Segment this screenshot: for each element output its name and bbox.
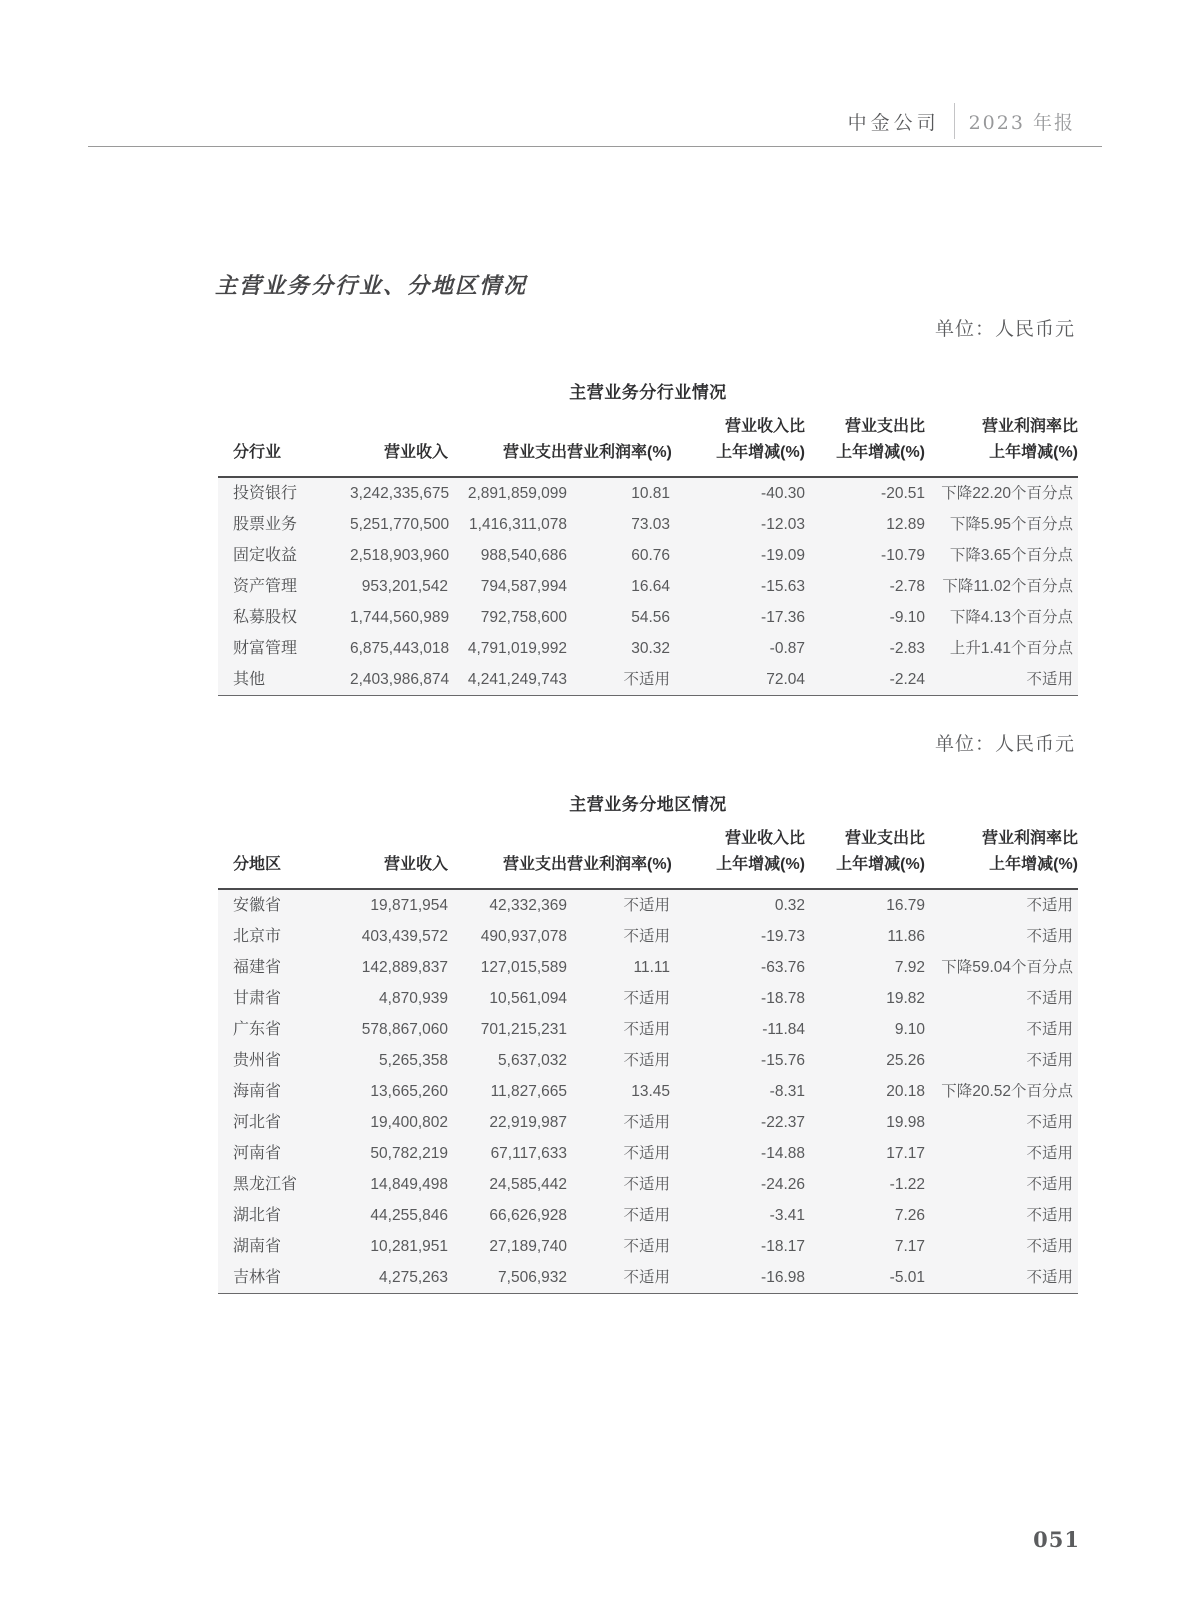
cell-value: 403,439,572	[361, 928, 448, 945]
cell-value: 5,265,358	[379, 1052, 448, 1069]
cell-value: 50,782,219	[370, 1145, 448, 1162]
section-title: 主营业务分行业、分地区情况	[215, 273, 528, 299]
cell-value: 10,561,094	[489, 990, 567, 1007]
row-label: 河北省	[233, 1114, 282, 1131]
cell-value: 16.79	[886, 897, 925, 914]
cell-value: 19.82	[886, 990, 925, 1007]
cell-value: -40.30	[761, 485, 805, 502]
cell-value: 不适用	[623, 897, 670, 914]
cell-value: 不适用	[1026, 1114, 1073, 1131]
table-row	[218, 1169, 1078, 1200]
cell-value: 下降59.04个百分点	[941, 959, 1073, 976]
cell-value: -10.79	[881, 547, 925, 564]
industry-table	[218, 414, 1078, 696]
region-table-body	[218, 889, 1078, 1294]
unit-label-1: 单位：人民币元	[934, 319, 1075, 340]
table-row	[218, 540, 1078, 571]
cell-value: 不适用	[623, 928, 670, 945]
cell-value: 14,849,498	[370, 1176, 448, 1193]
cell-value: 19.98	[886, 1114, 925, 1131]
cell-value: -14.88	[761, 1145, 805, 1162]
table-row	[218, 921, 1078, 952]
cell-value: 490,937,078	[480, 928, 567, 945]
cell-value: 不适用	[1026, 1269, 1073, 1286]
table-row	[218, 952, 1078, 983]
col-header-revenue: 营业收入	[383, 856, 448, 873]
cell-value: -18.78	[761, 990, 805, 1007]
table-row	[218, 983, 1078, 1014]
cell-value: 10,281,951	[370, 1238, 448, 1255]
cell-value: 11,827,665	[490, 1083, 567, 1100]
table-row	[218, 477, 1078, 509]
cell-value: 20.18	[886, 1083, 925, 1100]
cell-value: 下降11.02个百分点	[942, 578, 1073, 595]
cell-value: -12.03	[761, 516, 805, 533]
cell-value: 不适用	[623, 1269, 670, 1286]
table-row	[218, 1076, 1078, 1107]
row-label: 固定收益	[233, 547, 298, 564]
cell-value: 13.45	[631, 1083, 670, 1100]
table-row	[218, 1231, 1078, 1262]
cell-value: 54.56	[631, 609, 670, 626]
cell-value: 11.11	[633, 959, 670, 976]
region-table-header-row	[218, 826, 1078, 889]
cell-value: 不适用	[1026, 928, 1073, 945]
cell-value: 19,871,954	[370, 897, 448, 914]
cell-value: 66,626,928	[489, 1207, 567, 1224]
col-header-category: 分地区	[233, 856, 282, 873]
table-row	[218, 1262, 1078, 1294]
col-header-margin: 营业利润率(%)	[567, 444, 672, 461]
cell-value: 不适用	[1026, 1145, 1073, 1162]
row-label: 私募股权	[233, 609, 298, 626]
cell-value: -19.73	[761, 928, 805, 945]
cell-value: 794,587,994	[480, 578, 567, 595]
row-label: 湖北省	[233, 1207, 282, 1224]
cell-value: 19,400,802	[370, 1114, 448, 1131]
table-row	[218, 1045, 1078, 1076]
cell-value: -0.87	[769, 640, 805, 657]
cell-value: 不适用	[1026, 1052, 1073, 1069]
cell-value: 不适用	[623, 1176, 670, 1193]
cell-value: 12.89	[886, 516, 925, 533]
cell-value: 下降20.52个百分点	[941, 1083, 1073, 1100]
cell-value: -9.10	[889, 609, 925, 626]
row-label: 海南省	[233, 1083, 282, 1100]
cell-value: -20.51	[881, 485, 925, 502]
cell-value: 不适用	[623, 1238, 670, 1255]
cell-value: 67,117,633	[490, 1145, 567, 1162]
cell-value: 1,744,560,989	[350, 609, 450, 626]
cell-value: 24,585,442	[489, 1176, 567, 1193]
row-label: 其他	[233, 671, 266, 688]
cell-value: 13,665,260	[370, 1083, 448, 1100]
cell-value: 792,758,600	[480, 609, 567, 626]
table-row	[218, 1138, 1078, 1169]
col-header-cost-yoy: 营业支出比 上年增减(%)	[836, 418, 925, 461]
cell-value: 4,791,019,992	[467, 640, 567, 657]
col-header-margin: 营业利润率(%)	[567, 856, 672, 873]
col-header-cost: 营业支出	[502, 856, 567, 873]
table-row	[218, 1014, 1078, 1045]
page-header	[848, 103, 1075, 139]
col-header-category: 分行业	[233, 444, 282, 461]
row-label: 湖南省	[233, 1238, 282, 1255]
row-label: 福建省	[233, 959, 282, 976]
cell-value: 73.03	[631, 516, 670, 533]
cell-value: 下降5.95个百分点	[949, 516, 1073, 533]
table-row	[218, 1200, 1078, 1231]
cell-value: 127,015,589	[480, 959, 567, 976]
cell-value: 578,867,060	[361, 1021, 448, 1038]
cell-value: 下降22.20个百分点	[941, 485, 1073, 502]
cell-value: -19.09	[761, 547, 805, 564]
cell-value: 2,403,986,874	[350, 671, 450, 688]
cell-value: 1,416,311,078	[469, 516, 567, 533]
cell-value: 不适用	[623, 1145, 670, 1162]
cell-value: -24.26	[761, 1176, 805, 1193]
cell-value: -1.22	[889, 1176, 925, 1193]
cell-value: 42,332,369	[489, 897, 567, 914]
row-label: 北京市	[233, 928, 282, 945]
cell-value: 142,889,837	[361, 959, 448, 976]
industry-table-header-row	[218, 414, 1078, 477]
col-header-revenue-yoy: 营业收入比 上年增减(%)	[716, 830, 805, 873]
row-label: 贵州省	[233, 1052, 282, 1069]
company-name: 中金公司	[847, 111, 940, 134]
cell-value: -11.84	[762, 1021, 805, 1038]
cell-value: 2,518,903,960	[350, 547, 450, 564]
table-row	[218, 1107, 1078, 1138]
table-row	[218, 664, 1078, 696]
row-label: 甘肃省	[233, 990, 282, 1007]
cell-value: 953,201,542	[361, 578, 448, 595]
cell-value: 11.86	[887, 928, 925, 945]
cell-value: 不适用	[1026, 671, 1073, 688]
cell-value: 4,241,249,743	[467, 671, 567, 688]
cell-value: -18.17	[761, 1238, 805, 1255]
row-label: 投资银行	[233, 485, 298, 502]
row-label: 财富管理	[233, 640, 298, 657]
cell-value: 不适用	[623, 1021, 670, 1038]
cell-value: 25.26	[886, 1052, 925, 1069]
cell-value: 10.81	[631, 485, 670, 502]
cell-value: -16.98	[761, 1269, 805, 1286]
cell-value: 701,215,231	[480, 1021, 567, 1038]
col-header-margin-yoy: 营业利润率比 上年增减(%)	[981, 418, 1078, 461]
cell-value: 不适用	[623, 1052, 670, 1069]
cell-value: 30.32	[631, 640, 670, 657]
cell-value: 988,540,686	[480, 547, 567, 564]
table-row	[218, 889, 1078, 921]
cell-value: 44,255,846	[370, 1207, 448, 1224]
header-rule	[88, 146, 1102, 147]
cell-value: 60.76	[631, 547, 670, 564]
cell-value: 不适用	[1026, 1176, 1073, 1193]
cell-value: 不适用	[623, 1207, 670, 1224]
cell-value: 不适用	[1026, 897, 1073, 914]
region-table-title: 主营业务分地区情况	[569, 795, 727, 814]
cell-value: 下降4.13个百分点	[949, 609, 1073, 626]
row-label: 河南省	[233, 1145, 282, 1162]
unit-label-2: 单位：人民币元	[934, 734, 1075, 755]
cell-value: 上升1.41个百分点	[949, 640, 1073, 657]
cell-value: 7.17	[894, 1238, 925, 1255]
col-header-margin-yoy: 营业利润率比 上年增减(%)	[981, 830, 1078, 873]
cell-value: 9.10	[894, 1021, 925, 1038]
cell-value: 2,891,859,099	[467, 485, 567, 502]
report-year: 2023 年报	[968, 111, 1075, 134]
cell-value: 22,919,987	[489, 1114, 567, 1131]
table-row	[218, 633, 1078, 664]
industry-table-section	[218, 378, 1078, 696]
table-row	[218, 509, 1078, 540]
cell-value: 不适用	[623, 1114, 670, 1131]
cell-value: 不适用	[1026, 990, 1073, 1007]
industry-table-title: 主营业务分行业情况	[569, 383, 727, 402]
industry-table-body	[218, 477, 1078, 696]
col-header-revenue: 营业收入	[383, 444, 448, 461]
cell-value: 7.26	[894, 1207, 925, 1224]
cell-value: 下降3.65个百分点	[949, 547, 1073, 564]
cell-value: 72.04	[766, 671, 805, 688]
col-header-cost-yoy: 营业支出比 上年增减(%)	[836, 830, 925, 873]
row-label: 广东省	[233, 1021, 282, 1038]
row-label: 股票业务	[233, 516, 298, 533]
cell-value: -2.83	[889, 640, 925, 657]
page-number: 051	[1033, 1527, 1080, 1552]
table-row	[218, 571, 1078, 602]
header-divider	[954, 103, 955, 139]
cell-value: 不适用	[1026, 1238, 1073, 1255]
row-label: 黑龙江省	[233, 1176, 298, 1193]
cell-value: 6,875,443,018	[350, 640, 450, 657]
cell-value: -15.63	[761, 578, 805, 595]
cell-value: -2.24	[889, 671, 925, 688]
cell-value: -15.76	[761, 1052, 805, 1069]
row-label: 安徽省	[233, 897, 282, 914]
cell-value: 不适用	[1026, 1021, 1073, 1038]
cell-value: -5.01	[889, 1269, 925, 1286]
cell-value: 16.64	[631, 578, 670, 595]
cell-value: 不适用	[623, 671, 670, 688]
cell-value: 3,242,335,675	[350, 485, 450, 502]
cell-value: 0.32	[774, 897, 805, 914]
cell-value: -2.78	[889, 578, 925, 595]
cell-value: 27,189,740	[489, 1238, 567, 1255]
cell-value: -63.76	[761, 959, 805, 976]
cell-value: 5,637,032	[498, 1052, 567, 1069]
row-label: 资产管理	[233, 578, 298, 595]
cell-value: -22.37	[761, 1114, 805, 1131]
cell-value: 不适用	[1026, 1207, 1073, 1224]
region-table	[218, 826, 1078, 1294]
region-table-section	[218, 790, 1078, 1294]
row-label: 吉林省	[233, 1269, 282, 1286]
table-row	[218, 602, 1078, 633]
cell-value: -17.36	[761, 609, 805, 626]
cell-value: -8.31	[769, 1083, 805, 1100]
col-header-revenue-yoy: 营业收入比 上年增减(%)	[716, 418, 805, 461]
cell-value: 7,506,932	[498, 1269, 567, 1286]
cell-value: 5,251,770,500	[350, 516, 450, 533]
cell-value: 17.17	[886, 1145, 925, 1162]
col-header-cost: 营业支出	[502, 444, 567, 461]
cell-value: 4,275,263	[379, 1269, 448, 1286]
cell-value: 7.92	[894, 959, 925, 976]
cell-value: 不适用	[623, 990, 670, 1007]
cell-value: 4,870,939	[379, 990, 448, 1007]
cell-value: -3.41	[769, 1207, 805, 1224]
